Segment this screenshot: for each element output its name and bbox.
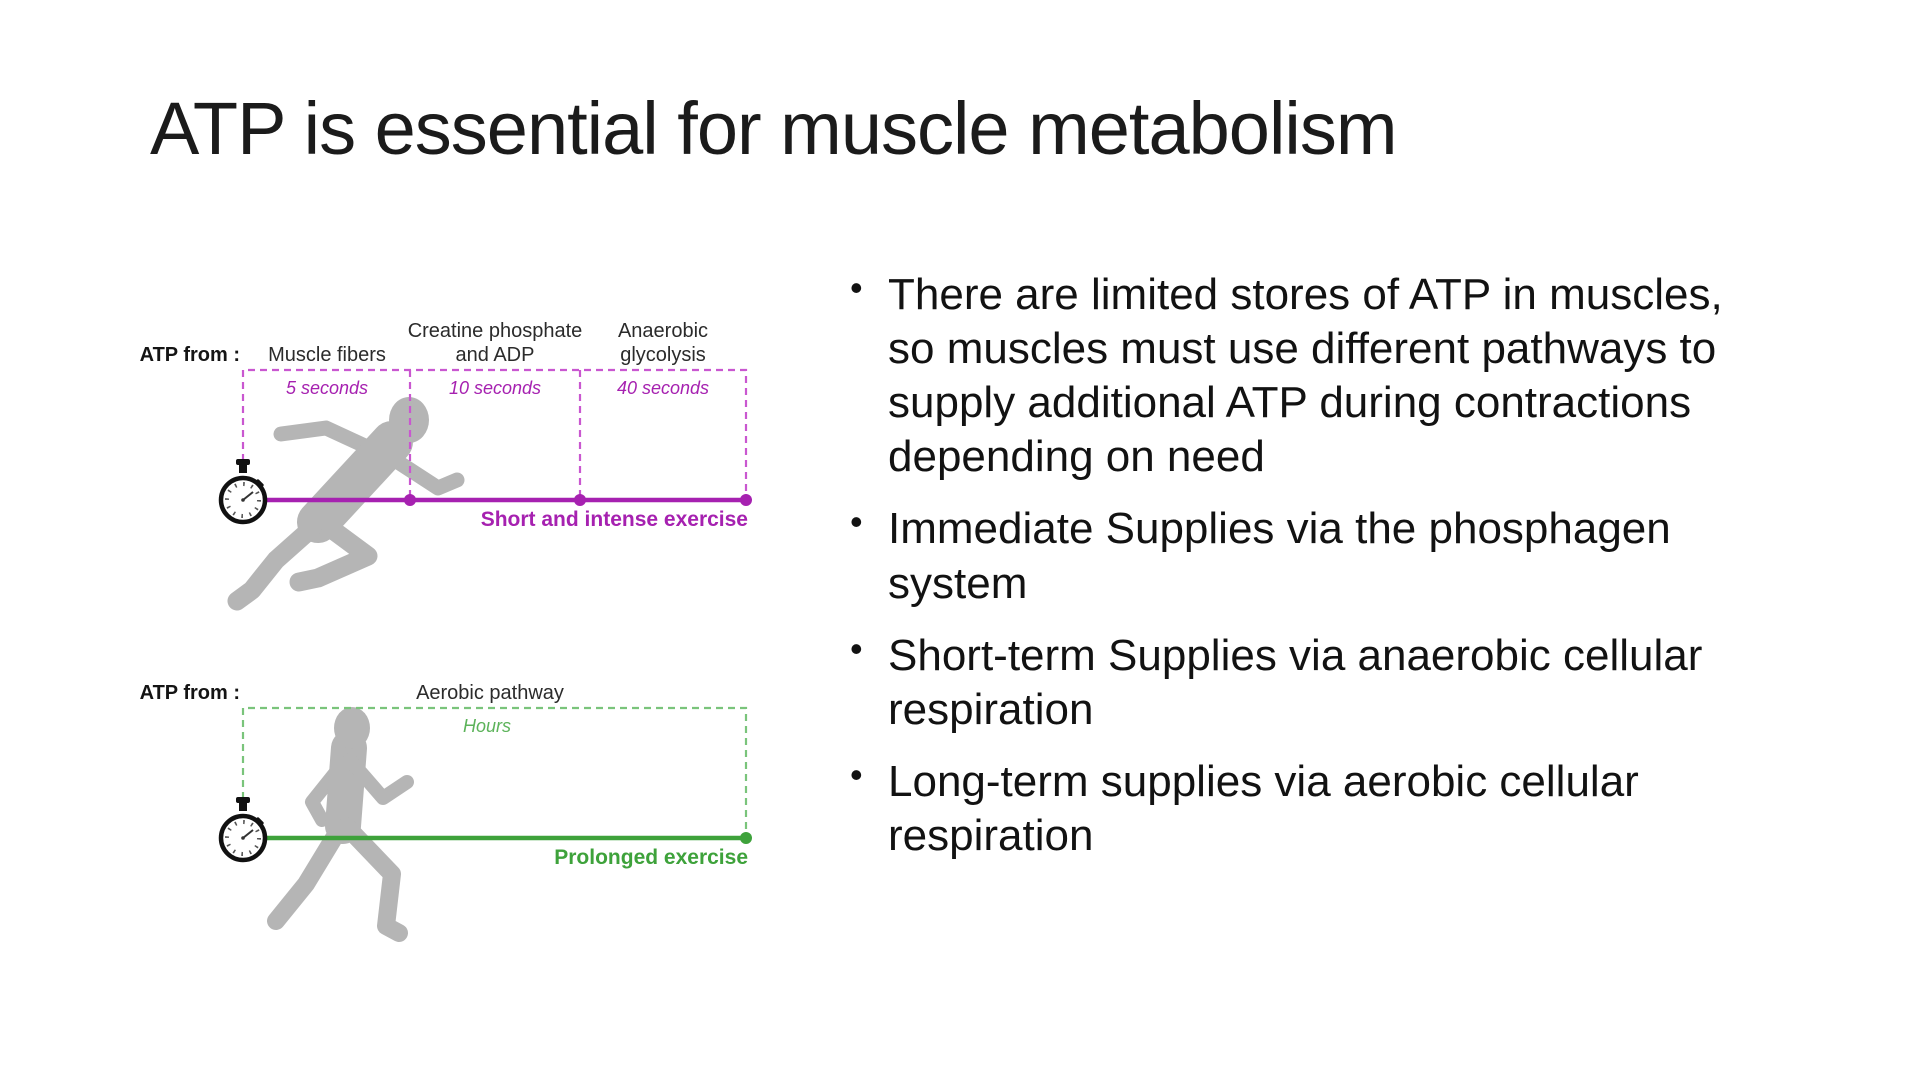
page-title: ATP is essential for muscle metabolism xyxy=(150,87,1397,170)
stopwatch-icon xyxy=(221,459,265,522)
duration-10-seconds: 10 seconds xyxy=(448,378,542,398)
aerobic-timeline-end-node xyxy=(740,832,752,844)
stage-creatine-phosphate-line2: and ADP xyxy=(455,344,535,366)
jogging-runner-figure xyxy=(276,707,407,933)
bullet-item-short-term-supplies: • Short-term Supplies via anaerobic cellular respiration xyxy=(848,629,1748,737)
stage-aerobic-pathway: Aerobic pathway xyxy=(416,682,564,704)
aerobic-caption: Prolonged exercise xyxy=(554,846,748,869)
timeline-node-1 xyxy=(404,494,416,506)
stage-muscle-fibers: Muscle fibers xyxy=(268,344,386,366)
duration-hours: Hours xyxy=(462,716,512,736)
stage-creatine-phosphate: Creatine phosphate xyxy=(407,320,583,342)
timeline-node-2 xyxy=(574,494,586,506)
timeline-node-3 xyxy=(740,494,752,506)
bullet-item-long-term-supplies: • Long-term supplies via aerobic cellular respiration xyxy=(848,755,1748,863)
stage-anaerobic-line2: glycolysis xyxy=(620,344,706,366)
aerobic-diagram xyxy=(140,682,752,933)
bullet-item-immediate-supplies: • Immediate Supplies via the phosphagen system xyxy=(848,502,1748,610)
stopwatch-icon xyxy=(221,797,265,860)
runner-head xyxy=(334,707,370,749)
bullet-item-limited-stores: • There are limited stores of ATP in muscles, so muscles must use different pathways to supply additional ATP during contractions depending on need xyxy=(848,268,1748,484)
bullet-list xyxy=(848,268,1748,881)
stage-anaerobic: Anaerobic xyxy=(617,320,709,342)
duration-5-seconds: 5 seconds xyxy=(285,378,369,398)
phosphagen-diagram xyxy=(140,320,752,601)
atp-from-label-top: ATP from : xyxy=(139,344,240,366)
atp-sources-figure xyxy=(120,230,800,960)
duration-40-seconds: 40 seconds xyxy=(616,378,710,398)
atp-from-label-bottom: ATP from : xyxy=(139,682,240,704)
phosphagen-caption: Short and intense exercise xyxy=(480,508,748,531)
